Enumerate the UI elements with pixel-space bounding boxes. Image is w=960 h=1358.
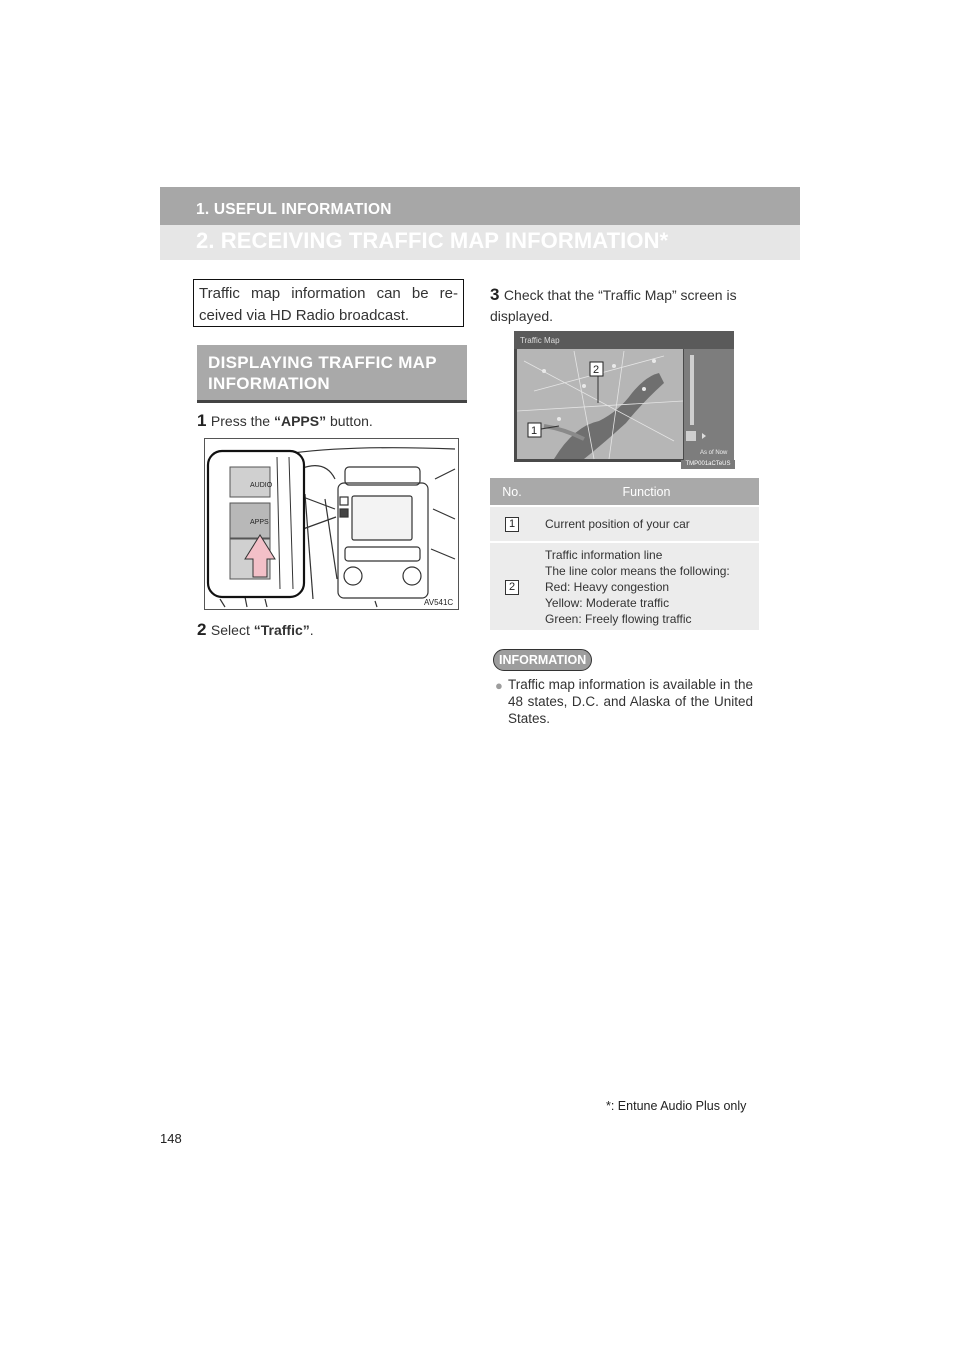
step-number: 1 bbox=[197, 411, 207, 430]
traffic-key-label: “Traffic” bbox=[253, 622, 310, 638]
function-text: The line color means the following: bbox=[545, 563, 730, 578]
function-table bbox=[490, 478, 759, 630]
apps-key-label: “APPS” bbox=[273, 413, 327, 429]
dashboard-illustration bbox=[204, 438, 459, 610]
chapter-header bbox=[160, 187, 800, 225]
step-text: Check that the “Traffic Map” screen is displayed. bbox=[490, 287, 737, 324]
function-text: Green: Freely flowing traffic bbox=[545, 611, 692, 626]
apps-button-label: APPS bbox=[250, 519, 269, 526]
page-number: 148 bbox=[160, 1131, 182, 1146]
function-text: Yellow: Moderate traffic bbox=[545, 595, 670, 610]
table-cell-no bbox=[490, 506, 534, 542]
column-header-function: Function bbox=[534, 478, 759, 506]
table-cell-function bbox=[534, 542, 759, 630]
table-row bbox=[490, 506, 759, 542]
figure-code: AV541C bbox=[424, 598, 454, 607]
footnote: *: Entune Audio Plus only bbox=[606, 1099, 747, 1113]
section-title-line1: DISPLAYING TRAFFIC MAP bbox=[208, 353, 437, 372]
step-number: 3 bbox=[490, 285, 500, 304]
table-row bbox=[490, 542, 759, 630]
function-text: Red: Heavy congestion bbox=[545, 579, 670, 594]
bullet-icon: ● bbox=[495, 678, 503, 693]
table-cell-function bbox=[534, 506, 759, 542]
traffic-map-drawing bbox=[514, 331, 734, 462]
step-text: Press the “APPS” button. bbox=[210, 413, 373, 429]
as-of-now-label: As of Now bbox=[700, 450, 728, 456]
intro-box: Traffic map information can be re-ceived via HD Radio broadcast. bbox=[193, 279, 464, 327]
section-title bbox=[208, 352, 437, 394]
section-title-line2: INFORMATION bbox=[208, 374, 330, 393]
traffic-map-screenshot bbox=[514, 331, 734, 462]
step-3 bbox=[490, 285, 760, 327]
function-text: Traffic information line bbox=[545, 547, 663, 562]
number-box: 2 bbox=[505, 580, 519, 595]
information-badge: INFORMATION bbox=[493, 649, 592, 671]
column-header-no: No. bbox=[490, 478, 534, 506]
step-number: 2 bbox=[197, 620, 207, 639]
step-1 bbox=[197, 411, 373, 431]
step-2 bbox=[197, 620, 314, 640]
map-callout-2: 2 bbox=[593, 364, 600, 376]
audio-button-label: AUDIO bbox=[250, 482, 273, 489]
map-screen-title: Traffic Map bbox=[520, 336, 560, 345]
map-callout-1: 1 bbox=[531, 425, 538, 437]
section-heading bbox=[197, 345, 467, 403]
number-box: 1 bbox=[505, 517, 519, 532]
function-text: Current position of your car bbox=[545, 517, 690, 531]
page-title-bar bbox=[160, 225, 800, 260]
step-text: Select “Traffic”. bbox=[210, 622, 314, 638]
dashboard-drawing bbox=[205, 439, 458, 609]
chapter-title: 1. USEFUL INFORMATION bbox=[196, 201, 392, 218]
table-cell-no bbox=[490, 542, 534, 630]
table-header-row bbox=[490, 478, 759, 506]
figure-code: TMP001aCTeUS bbox=[681, 460, 735, 469]
page-title: 2. RECEIVING TRAFFIC MAP INFORMATION* bbox=[196, 228, 669, 253]
information-text: Traffic map information is available in the 48 states, D.C. and Alaska of the United States. bbox=[508, 677, 753, 726]
